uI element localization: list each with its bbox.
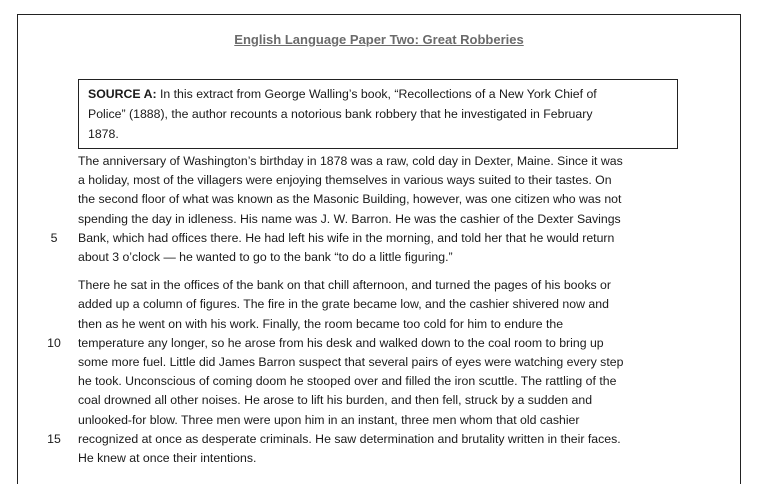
text-line: coal drowned all other noises. He arose to lift his burden, and then fell, struck by a sudden and: [78, 393, 593, 408]
text-line: The anniversary of Washington’s birthday in 1878 was a raw, cold day in Dexter, Maine. Since it was: [78, 154, 623, 168]
paragraph-2: [47, 276, 718, 468]
source-line-3: 1878.: [88, 127, 119, 141]
text-line: then as he went on with his work. Finally, the room became too cold for him to endure the: [78, 316, 564, 331]
text-line: added up a column of figures. The fire in the grate became low, and the cashier shivered now and: [78, 297, 609, 312]
line-number: 10: [47, 335, 61, 350]
page-title: English Language Paper Two: Great Robberies: [234, 32, 524, 47]
line-number: 5: [50, 230, 58, 245]
text-line: a holiday, most of the villagers were enjoying themselves in various ways suited to their tastes. On: [78, 173, 612, 188]
source-intro-text: In this extract from George Walling’s book, “Recollections of a New York Chief of: [156, 87, 597, 101]
text-line: 15 recognized at once as desperate criminals. He saw determination and brutality written in their faces.: [78, 430, 718, 449]
extract-body: [47, 152, 718, 468]
text-line: 5 Bank, which had offices there. He had left his wife in the morning, and told her that he would return: [78, 229, 718, 248]
text-line: 10 temperature any longer, so he arose from his desk and walked down to the coal room to bring up: [78, 334, 718, 353]
document-page: [17, 14, 741, 484]
text-line: He knew at once their intentions.: [78, 451, 257, 466]
source-line-1: [88, 87, 597, 101]
text-line: some more fuel. Little did James Barron suspect that several pairs of eyes were watching every step: [78, 355, 624, 370]
paragraph-1: [50, 152, 718, 267]
line-number: 15: [47, 431, 61, 446]
text-line: the second floor of what was known as the Masonic Building, however, was one citizen who was not: [78, 192, 622, 207]
text-line: about 3 o’clock — he wanted to go to the bank “to do a little figuring.”: [78, 250, 453, 265]
text-line: he took. Unconscious of coming doom he stooped over and filled the iron scuttle. The rattling of the: [78, 374, 617, 389]
source-box: [78, 79, 678, 149]
source-line-2: Police” (1888), the author recounts a notorious bank robbery that he investigated in February: [88, 107, 593, 121]
text-line: There he sat in the offices of the bank on that chill afternoon, and turned the pages of his books or: [78, 278, 611, 293]
text-line: unlooked-for blow. Three men were upon him in an instant, three men whom that old cashier: [78, 412, 580, 427]
source-label: SOURCE A:: [88, 87, 157, 101]
text-line: spending the day in idleness. His name was J. W. Barron. He was the cashier of the Dexter Savings: [78, 211, 621, 226]
